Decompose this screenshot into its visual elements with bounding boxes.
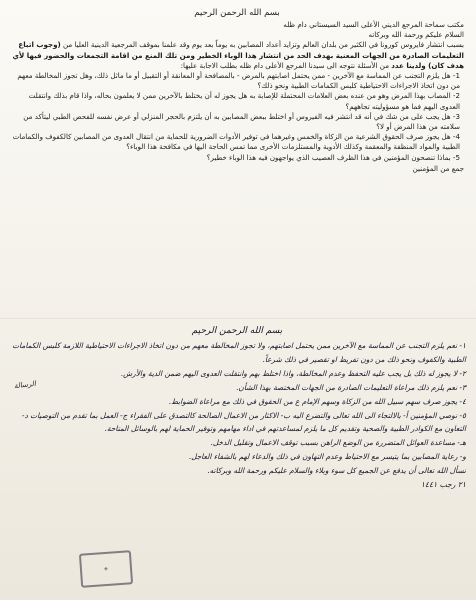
reply-line: ١- نعم يلزم التجنب عن المماسة مع الآخرين ممن يحتمل اصابتهم، ولا تجوز المخالطة معهم من دون اتخاذ الاجراءات الاحتياطية اللازمة كلبس الكمامات الطبية والكفوف ونحو ذلك من دون تفريط او تقصير في ذلك شرعاً. bbox=[12, 341, 466, 364]
handwritten-reply bbox=[8, 326, 466, 492]
intro-text: بسبب انتشار فايروس كورونا في الكثير من بلدان العالم وتزايد أعداد المصابين به يوماً بعد يوم وقد علمنا بموقف المرجعية الدينية العليا من bbox=[63, 40, 464, 50]
reply-line: ٥- نوصي المؤمنين أ- بالالتجاء الى الله تعالى والتضرع اليه ب- الاكثار من الاعمال الصالحة كالتصدق على الفقراء ج- العمل بما تقدم من التوصيات د- التعاون مع الكوادر الطبية والصحية وتقديم كل ما يلزم لمساعدتهم في اداء مهامهم وتوفير الحماية لهم بالوسائل المتاحة. bbox=[22, 410, 466, 434]
reply-line: و- رعاية المصابين بما يتيسر مع الاحتياط وعدم التهاون في ذلك والدعاء لهم بالشفاء العاجل. bbox=[188, 452, 466, 462]
intro-end-text: من الأسئلة نتوجه الى سيدنا المرجع الأعلى دام ظله بطلب الاجابة عليها: bbox=[180, 60, 389, 70]
reply-line: هـ- مساعدة العوائل المتضررة من الوضع الراهن بسبب توقف الاعمال وتقليل الدخل. bbox=[210, 438, 466, 448]
stamp-seal-icon: ◈ bbox=[103, 565, 109, 573]
intro-bold-text: (وجوب اتباع التعليمات الصادرة من الجهات المعنية بهدف الحد من انتشار هذا الوباء الخطير ومن تلك المنع من اقامة التجمعات والحضور فيها لأي هدف كان) ولدينا عدد bbox=[12, 40, 464, 70]
basmala: بسم الله الرحمن الرحيم bbox=[194, 8, 280, 18]
margin-note: الرسالة bbox=[13, 379, 37, 391]
greeting: السلام عليكم ورحمة الله وبركاته bbox=[368, 30, 464, 40]
page-fold-line bbox=[0, 318, 476, 319]
question-item: 4- هل يجوز صرف الحقوق الشرعية من الزكاة والخمس وغيرهما في توفير الأدوات الضرورية للحماية من انتقال العدوى من المصابين كالكفوف والكمامات الطبية والمواد المنظفة والمعقمة وكذلك الأدوية والمستلزمات الأخرى مما تمس الحاجة اليها في مكافحة هذا الوباء؟ bbox=[12, 132, 460, 152]
question-item: 1- هل يلزم التجنب عن المماسة مع الآخرين - ممن يحتمل اصابتهم بالمرض - بالمصافحة أو المعانقة أو التقبيل أو ما ماثل ذلك، وهل تجوز المخالطة معهم من دون اتخاذ الاجراءات الاحتياطية كلبس الكمامات الطبية ونحو ذلك؟ bbox=[17, 71, 460, 91]
question-item: 2- المصاب بهذا المرض وهو من عنده بعض العلامات المحتملة للإصابة به هل يجوز له أن يختلط بالآخرين ممن لا يعلمون بحاله، واذا قام بذلك وانتقلت العدوى اليهم فما هو مسؤوليته تجاههم؟ bbox=[28, 91, 460, 111]
office-stamp bbox=[79, 550, 133, 588]
question-item: 3- هل يجب على من شك في أنه قد انتشر فيه الفيروس أو اختلط ببعض المصابين به أن يلتزم بالحجر المنزلي أو عرض نفسه للفحص الطبي ليتأكد من سلامته من هذا المرض أو لا؟ bbox=[23, 111, 460, 132]
question-item: 5- بماذا تنصحون المؤمنين في هذا الظرف العصيب الذي يواجهون فيه هذا الوباء خطير؟ bbox=[206, 152, 460, 162]
reply-line: ٤- يجوز صرف سهم سبيل الله من الزكاة وسهم الإمام ع من الحقوق في ذلك مع مراعاة الضوابط. bbox=[168, 396, 466, 406]
letter-signature: جمع من المؤمنين bbox=[412, 163, 464, 173]
typed-letter bbox=[10, 8, 464, 174]
intro-paragraph bbox=[10, 40, 464, 71]
reply-basmala: بسم الله الرحمن الرحيم bbox=[191, 326, 283, 336]
reply-date: ٢١ رجب ١٤٤١ bbox=[420, 480, 466, 490]
addressee: مكتب سماحة المرجع الديني الأعلى السيد السيستاني دام ظله bbox=[283, 20, 464, 29]
question-list bbox=[10, 71, 464, 163]
reply-line: نسأل الله تعالى أن يدفع عن الجميع كل سوء وبلاء والسلام عليكم ورحمة الله وبركاته. bbox=[207, 466, 466, 476]
reply-line: ٣- نعم يلزم ذلك مراعاة التعليمات الصادرة من الجهات المختصة بهذا الشأن. bbox=[236, 382, 466, 392]
reply-line: ٢- لا يجوز له ذلك بل يجب عليه التحفظ وعدم المخالطة، واذا اختلط بهم وانتقلت العدوى اليهم ضمن الدية والأرش. bbox=[120, 368, 466, 378]
